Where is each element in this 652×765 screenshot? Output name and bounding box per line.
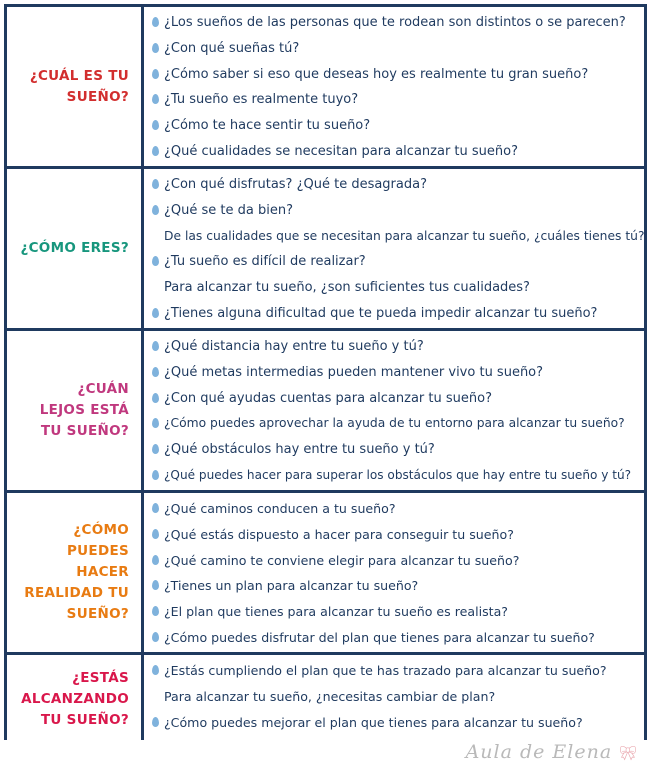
question-list bbox=[144, 655, 644, 743]
question-list bbox=[144, 169, 644, 328]
category-label bbox=[7, 655, 141, 743]
category-label bbox=[7, 7, 141, 166]
bullet-icon bbox=[152, 418, 159, 428]
bullet-icon bbox=[152, 606, 159, 616]
bullet-icon bbox=[152, 17, 159, 27]
category-title: ¿ESTÁS ALCANZANDO TU SUEÑO? bbox=[21, 669, 129, 728]
bullet-icon bbox=[152, 120, 159, 130]
bullet-icon bbox=[152, 94, 159, 104]
ribbon-bow-icon: 🎀︎ bbox=[619, 746, 638, 762]
question-item: ¿Cómo saber si eso que deseas hoy es realmente tu gran sueño? bbox=[164, 62, 644, 88]
bullet-icon bbox=[152, 393, 159, 403]
question-item: ¿Qué estás dispuesto a hacer para conseguir tu sueño? bbox=[164, 522, 644, 548]
bullet-icon bbox=[152, 444, 159, 454]
category-title: ¿CUÁL ES TU SUEÑO? bbox=[29, 67, 129, 105]
question-item: ¿Qué camino te conviene elegir para alcanzar tu sueño? bbox=[164, 548, 644, 574]
category-title: ¿CÓMO ERES? bbox=[20, 240, 129, 256]
bullet-icon bbox=[152, 308, 159, 318]
category-label bbox=[7, 169, 141, 328]
category-title: ¿CUÁN LEJOS ESTÁ TU SUEÑO? bbox=[39, 381, 129, 439]
question-item: ¿Con qué ayudas cuentas para alcanzar tu sueño? bbox=[164, 386, 644, 412]
question-item: ¿Tienes un plan para alcanzar tu sueño? bbox=[164, 573, 644, 599]
question-item: ¿Qué caminos conducen a tu sueño? bbox=[164, 496, 644, 522]
bullet-icon bbox=[152, 146, 159, 156]
question-item: ¿Con qué sueñas tú? bbox=[164, 36, 644, 62]
bullet-icon bbox=[152, 580, 159, 590]
question-item: Para alcanzar tu sueño, ¿necesitas cambiar de plan? bbox=[164, 688, 496, 704]
category-label bbox=[7, 493, 141, 652]
bullet-icon bbox=[152, 367, 159, 377]
bullet-icon bbox=[152, 43, 159, 53]
question-item: ¿Tu sueño es difícil de realizar? bbox=[164, 249, 644, 275]
bullet-icon bbox=[152, 470, 159, 480]
bullet-icon bbox=[152, 69, 159, 79]
bullet-icon bbox=[152, 205, 159, 215]
question-item: ¿Tienes alguna dificultad que te pueda impedir alcanzar tu sueño? bbox=[164, 301, 644, 327]
question-item: ¿Qué distancia hay entre tu sueño y tú? bbox=[164, 334, 644, 360]
bullet-icon bbox=[152, 179, 159, 189]
signature-text: Aula de Elena bbox=[465, 741, 613, 763]
question-item: ¿Cómo puedes aprovechar la ayuda de tu entorno para alcanzar tu sueño? bbox=[164, 411, 644, 437]
question-item: ¿Cómo puedes disfrutar del plan que tienes para alcanzar tu sueño? bbox=[164, 625, 644, 651]
question-item: ¿Estás cumpliendo el plan que te has trazado para alcanzar tu sueño? bbox=[164, 658, 644, 684]
question-item: Para alcanzar tu sueño, ¿son suficientes tus cualidades? bbox=[164, 280, 530, 296]
bullet-icon bbox=[152, 717, 159, 727]
category-title: ¿CÓMO PUEDES HACER REALIDAD TU SUEÑO? bbox=[24, 522, 129, 622]
question-item: ¿Cómo te hace sentir tu sueño? bbox=[164, 113, 644, 139]
question-list bbox=[144, 493, 644, 652]
signature bbox=[466, 741, 638, 763]
question-item: ¿Qué cualidades se necesitan para alcanzar tu sueño? bbox=[164, 139, 644, 165]
question-item: ¿Qué obstáculos hay entre tu sueño y tú? bbox=[164, 437, 644, 463]
question-item: ¿Cómo puedes mejorar el plan que tienes para alcanzar tu sueño? bbox=[164, 710, 644, 736]
bullet-icon bbox=[152, 503, 159, 513]
question-item: ¿Los sueños de las personas que te rodean son distintos o se parecen? bbox=[164, 10, 644, 36]
category-label bbox=[7, 331, 141, 490]
bullet-icon bbox=[152, 632, 159, 642]
question-item: ¿Qué se te da bien? bbox=[164, 198, 644, 224]
bullet-icon bbox=[152, 529, 159, 539]
question-item: ¿Con qué disfrutas? ¿Qué te desagrada? bbox=[164, 172, 644, 198]
bullet-icon bbox=[152, 256, 159, 266]
bullet-icon bbox=[152, 665, 159, 675]
question-item: ¿Qué metas intermedias pueden mantener vivo tu sueño? bbox=[164, 360, 644, 386]
bullet-icon bbox=[152, 555, 159, 565]
question-item: ¿El plan que tienes para alcanzar tu sueño es realista? bbox=[164, 599, 644, 625]
question-item: ¿Tu sueño es realmente tuyo? bbox=[164, 87, 644, 113]
questions-table bbox=[4, 4, 647, 740]
question-list bbox=[144, 331, 644, 490]
question-item: De las cualidades que se necesitan para alcanzar tu sueño, ¿cuáles tienes tú? bbox=[164, 228, 645, 243]
question-list bbox=[144, 7, 644, 166]
bullet-icon bbox=[152, 341, 159, 351]
question-item: ¿Qué puedes hacer para superar los obstáculos que hay entre tu sueño y tú? bbox=[164, 463, 644, 489]
